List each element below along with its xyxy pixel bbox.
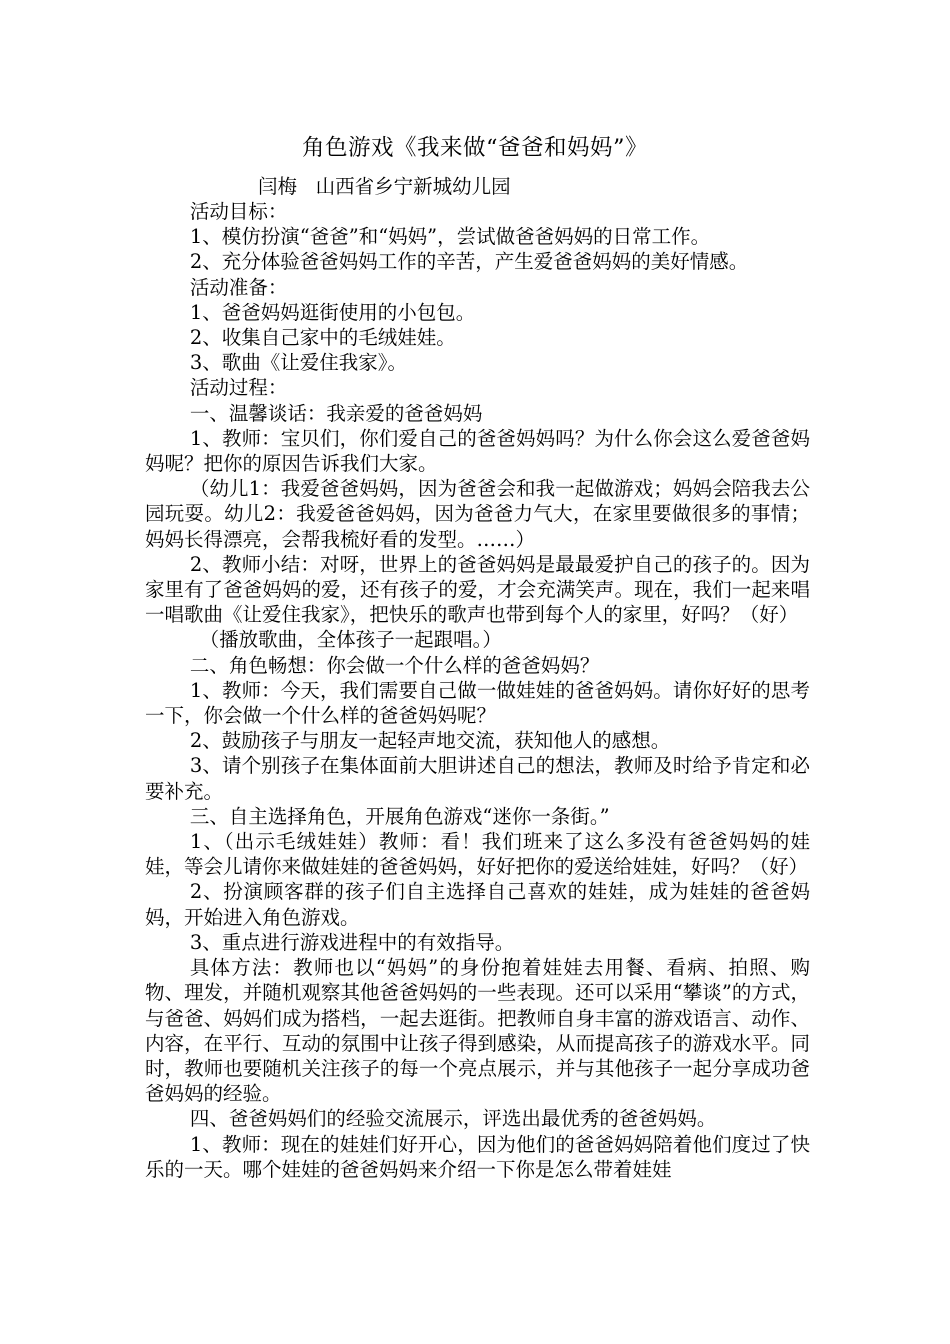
paragraph: 具体方法：教师也以“妈妈”的身份抱着娃娃去用餐、看病、拍照、购物、理发，并随机观察其他爸爸妈妈的一些表现。还可以采用“攀谈”的方式，与爸爸、妈妈们成为搭档，一起去逛街。把教师自身丰富的游戏语言、动作、内容，在平行、互动的氛围中让孩子得到感染，从而提高孩子的游戏水平。同时，教师也要随机关注孩子的每一个亮点展示，并与其他孩子一起分享成功爸爸妈妈的经验。	[145, 956, 810, 1106]
paragraph: 1、教师：今天，我们需要自己做一做娃娃的爸爸妈妈。请你好好的思考一下，你会做一个什么样的爸爸妈妈呢？	[145, 678, 810, 728]
paragraph: 2、教师小结：对呀，世界上的爸爸妈妈是最最爱护自己的孩子的。因为家里有了爸爸妈妈的爱，还有孩子的爱，才会充满笑声。现在，我们一起来唱一唱歌曲《让爱住我家》，把快乐的歌声也带到每个人的家里，好吗？（好）	[145, 552, 810, 627]
paragraph: 1、教师：宝贝们，你们爱自己的爸爸妈妈吗？为什么你会这么爱爸爸妈妈呢？把你的原因告诉我们大家。	[145, 426, 810, 476]
paragraph: 3、重点进行游戏进程中的有效指导。	[189, 930, 515, 954]
paragraph: 3、歌曲《让爱住我家》。	[189, 351, 408, 375]
paragraph: 活动过程：	[189, 376, 288, 400]
paragraph: 3、请个别孩子在集体面前大胆讲述自己的想法，教师及时给予肯定和必要补充。	[145, 754, 810, 803]
paragraph: 1、（出示毛绒娃娃）教师：看！我们班来了这么多没有爸爸妈妈的娃娃，等会儿请你来做娃娃的爸爸妈妈，好好把你的爱送给娃娃，好吗？（好）	[145, 830, 810, 879]
paragraph: 活动准备：	[189, 275, 288, 299]
paragraph: 二、角色畅想：你会做一个什么样的爸爸妈妈？	[189, 653, 600, 677]
paragraph: 四、爸爸妈妈们的经验交流展示，评选出最优秀的爸爸妈妈。	[189, 1107, 717, 1131]
paragraph: 2、收集自己家中的毛绒娃娃。	[189, 326, 456, 350]
paragraph: 2、充分体验爸爸妈妈工作的辛苦，产生爱爸爸妈妈的美好情感。	[189, 250, 749, 274]
paragraph: 三、自主选择角色，开展角色游戏“迷你一条街。”	[189, 804, 610, 828]
paragraph: 1、教师：现在的娃娃们好开心，因为他们的爸爸妈妈陪着他们度过了快乐的一天。哪个娃娃的爸爸妈妈来介绍一下你是怎么带着娃娃	[145, 1132, 810, 1181]
paragraph: 2、鼓励孩子与朋友一起轻声地交流，获知他人的感想。	[189, 729, 671, 753]
author-line: 闫梅 山西省乡宁新城幼儿园	[258, 175, 511, 198]
paragraph: （幼儿1：我爱爸爸妈妈，因为爸爸会和我一起做游戏；妈妈会陪我去公园玩耍。幼儿2：我爱爸爸妈妈，因为爸爸力气大，在家里要做很多的事情；妈妈长得漂亮，会帮我梳好看的发型。……）	[145, 477, 810, 551]
paragraph: 一、温馨谈话：我亲爱的爸爸妈妈	[189, 401, 483, 425]
paragraph: 2、扮演顾客群的孩子们自主选择自己喜欢的娃娃，成为娃娃的爸爸妈妈，开始进入角色游戏。	[145, 880, 810, 929]
paragraph: （播放歌曲，全体孩子一起跟唱。）	[199, 628, 502, 652]
paragraph: 1、爸爸妈妈逛街使用的小包包。	[189, 300, 476, 324]
document-title: 角色游戏《我来做“爸爸和妈妈”》	[301, 135, 648, 161]
paragraph: 活动目标：	[189, 200, 288, 223]
document-body	[145, 199, 810, 1182]
paragraph: 1、模仿扮演“爸爸”和“妈妈”，尝试做爸爸妈妈的日常工作。	[189, 225, 711, 249]
